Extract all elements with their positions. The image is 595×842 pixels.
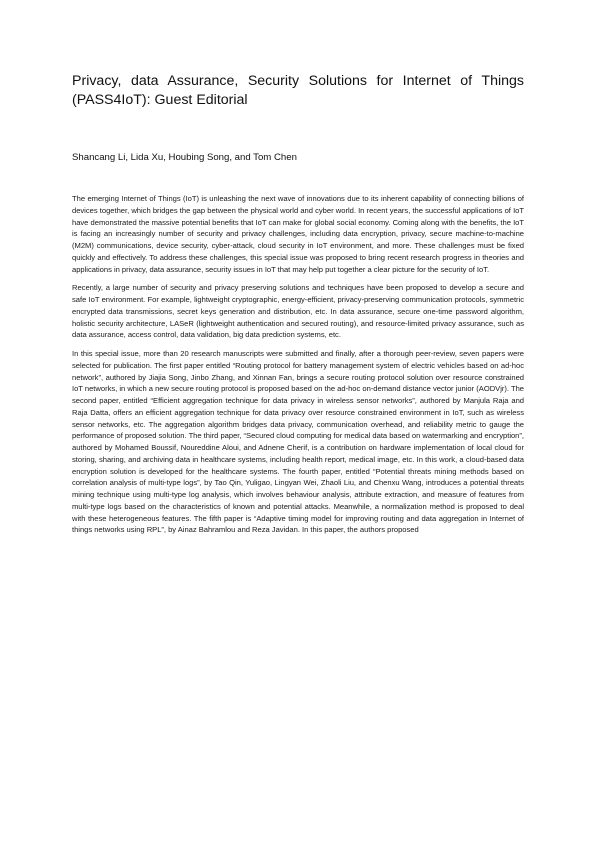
paragraph-introduction: The emerging Internet of Things (IoT) is unleashing the next wave of innovations due to its inherent capability of connecting billions of devices together, which bridges the gap between the physical world and cyber world. In recent years, the successful applications of IoT have demonstrated the massive potential benefits that IoT can make for global social economy. Coming along with the benefits, the IoT is facing an increasingly number of security and privacy challenges, including data encryption, privacy, secure machine-to-machine (M2M) communications, device security, cyber-attack, cloud security in IoT environment, and more. These challenges must be fixed quickly and effectively. To address these challenges, this special issue was proposed to bring recent research progress in theories and applications in privacy, data assurance, security issues in IoT that may help put together a clear picture for the security of IoT. xyxy=(72,194,524,274)
document-title: Privacy, data Assurance, Security Solutions for Internet of Things (PASS4IoT): Guest Editorial xyxy=(72,73,524,108)
author-list: Shancang Li, Lida Xu, Houbing Song, and Tom Chen xyxy=(72,152,297,163)
paragraph-special-issue: In this special issue, more than 20 research manuscripts were submitted and finally, after a thorough peer-review, seven papers were selected for publication. The first paper entitled “Routing protocol for battery management system of electric vehicles based on ad-hoc network”, authored by Jiajia Song, Jinbo Zhang, and Xinnan Fan, brings a secure routing protocol solution over resource constrained IoT networks, in which a new secure routing protocol is proposed based on the ad-hoc on-demand distance vector junior (AODVjr). The second paper, entitled “Efficient aggregation technique for data privacy in wireless sensor networks”, authored by Manjula Raja and Raja Datta, offers an efficient aggregation technique for data privacy over resource constrained environment in IoT, such as wireless sensor networks, etc. The aggregation algorithm bridges data privacy, communication overhead, and reliability metric to gauge the performance of proposed solution. The third paper, “Secured cloud computing for medical data based on watermarking and encryption”, authored by Mohamed Boussif, Noureddine Aloui, and Adnene Cherif, is a contribution on hardware implementation of local cloud for storing, sharing, and archiving data in healthcare systems, including health report, medical image, etc. In this work, a cloud-based data encryption solution is developed for the healthcare systems. The fourth paper, entitled “Potential threats mining methods based on correlation analysis of multi-type logs”, by Tao Qin, Yuligao, Lingyan Wei, Zhaoli Liu, and Chenxu Wang, introduces a potential threats mining technique using multi-type log analysis, which involves behaviour analysis, attribute extraction, and measure of features from multi-type logs based on the characteristics of known and potential attacks. Meanwhile, a normalization method is proposed to deal with these heterogeneous features. The fifth paper is “Adaptive timing model for improving routing and data aggregation in Internet of things networks using RPL”, by Ainaz Bahramlou and Reza Javidan. In this paper, the authors proposed xyxy=(72,349,524,535)
paragraph-related-work: Recently, a large number of security and privacy preserving solutions and techniques have been proposed to develop a secure and safe IoT environment. For example, lightweight cryptographic, energy-efficient, privacy-preserving communication protocols, symmetric encrypted data transmissions, secret keys generation and distribution, etc. In data assurance, secure one-time password algorithm, holistic security architecture, LASeR (lightweight authentication and secured routing), and resource-limited privacy assurance, such as data assurance, access control, data validation, big data prediction systems, etc. xyxy=(72,283,524,340)
document-body xyxy=(72,193,524,543)
